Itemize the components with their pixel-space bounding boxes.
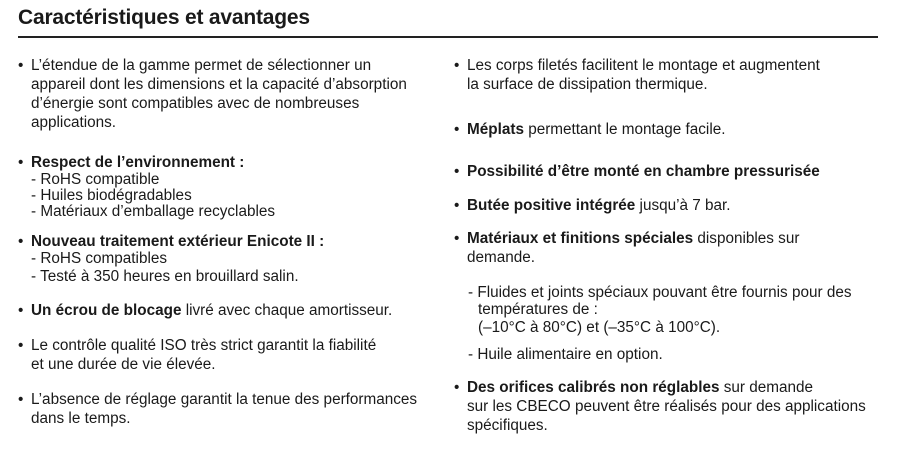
- list-item-ecrou: [18, 301, 438, 320]
- list-item-meplats: [454, 120, 890, 139]
- title-underline: [18, 36, 878, 38]
- item-heading: Des orifices calibrés non réglables: [467, 379, 720, 396]
- item-text-line: applications.: [31, 114, 117, 131]
- list-item-environnement: [18, 153, 438, 220]
- bullet: •: [18, 391, 24, 408]
- item-text-line: dans le temps.: [31, 410, 131, 427]
- sub-item-huile: [454, 345, 890, 364]
- bullet: •: [454, 197, 460, 214]
- item-text-line: demande.: [467, 249, 536, 266]
- item-text: permettant le montage facile.: [523, 121, 726, 138]
- sub-item-line: - Fluides et joints spéciaux pouvant être fournis pour des: [468, 284, 852, 301]
- item-text-line: L’absence de réglage garantit la tenue des performances: [31, 391, 418, 408]
- bullet: •: [454, 121, 460, 138]
- sub-item: - Matériaux d’emballage recyclables: [31, 203, 276, 220]
- item-text: sur demande: [719, 379, 814, 396]
- list-item-gamme: [18, 56, 438, 132]
- bullet: •: [454, 57, 460, 74]
- list-item-chambre-pressurisee: [454, 162, 890, 181]
- sub-item-line: températures de :: [478, 301, 598, 318]
- bullet: •: [18, 302, 24, 319]
- item-text-line: et une durée de vie élevée.: [31, 356, 216, 373]
- bullet: •: [454, 163, 460, 180]
- item-text-line: sur les CBECO peuvent être réalisés pour des applications: [467, 398, 866, 415]
- list-item-corps-filetes: [454, 56, 890, 94]
- bullet: •: [18, 57, 24, 74]
- item-text: jusqu’à 7 bar.: [635, 197, 731, 214]
- item-text-line: d’énergie sont compatibles avec de nombreuses: [31, 95, 360, 112]
- left-column: [18, 50, 438, 428]
- item-text: livré avec chaque amortisseur.: [181, 302, 393, 319]
- item-text-line: Les corps filetés facilitent le montage et augmentent: [467, 57, 820, 74]
- list-item-butee: [454, 196, 890, 215]
- list-item-materiaux: [454, 229, 890, 267]
- item-heading: Nouveau traitement extérieur Enicote II :: [31, 233, 325, 250]
- list-item-reglage: [18, 390, 438, 428]
- right-column: [454, 50, 890, 435]
- list-item-orifices: [454, 378, 890, 435]
- item-heading: Méplats: [467, 121, 524, 138]
- sub-item: - Huiles biodégradables: [31, 187, 192, 204]
- item-heading: Possibilité d’être monté en chambre pressurisée: [467, 163, 820, 180]
- item-text-line: la surface de dissipation thermique.: [467, 76, 708, 93]
- item-text-line: spécifiques.: [467, 417, 548, 434]
- list-item-iso: [18, 336, 438, 374]
- item-heading: Matériaux et finitions spéciales: [467, 230, 694, 247]
- bullet: •: [18, 154, 24, 171]
- bullet: •: [454, 379, 460, 396]
- item-text-line: appareil dont les dimensions et la capacité d’absorption: [31, 76, 407, 93]
- item-heading: Respect de l’environnement :: [31, 154, 245, 171]
- bullet: •: [18, 337, 24, 354]
- sub-item: - RoHS compatible: [31, 171, 160, 188]
- item-text-line: Le contrôle qualité ISO très strict garantit la fiabilité: [31, 337, 377, 354]
- section-title: Caractéristiques et avantages: [18, 6, 310, 29]
- bullet: •: [18, 233, 24, 250]
- sub-item-line: - Huile alimentaire en option.: [468, 346, 663, 363]
- item-heading: Un écrou de blocage: [31, 302, 182, 319]
- sub-item-fluides: [454, 283, 890, 337]
- sub-item: - RoHS compatibles: [31, 250, 168, 267]
- sub-item-line: (–10°C à 80°C) et (–35°C à 100°C).: [478, 319, 721, 336]
- item-heading: Butée positive intégrée: [467, 197, 636, 214]
- list-item-enicote: [18, 232, 438, 285]
- sub-item: - Testé à 350 heures en brouillard salin.: [31, 268, 299, 285]
- item-text-line: L’étendue de la gamme permet de sélectionner un: [31, 57, 372, 74]
- bullet: •: [454, 230, 460, 247]
- item-text: disponibles sur: [693, 230, 800, 247]
